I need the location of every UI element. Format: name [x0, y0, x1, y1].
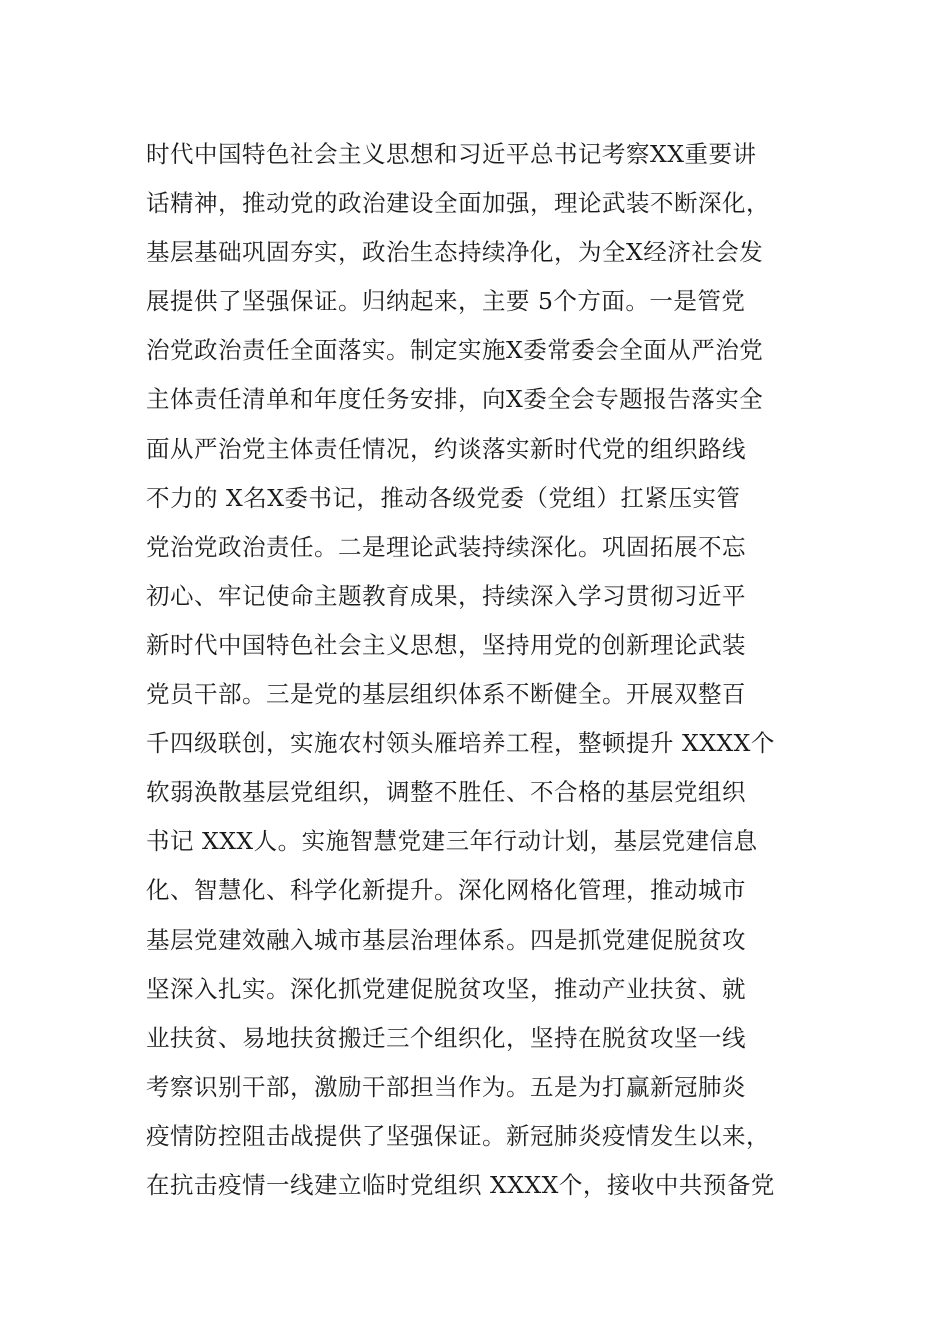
text-line: 面从严治党主体责任情况，约谈落实新时代党的组织路线 [146, 434, 746, 463]
body-text [146, 130, 816, 1210]
text-line: 展提供了坚强保证。归纳起来，主要 5个方面。一是管党 [146, 287, 746, 316]
text-line: 业扶贫、易地扶贫搬迁三个组织化，坚持在脱贫攻坚一线 [146, 1023, 746, 1052]
text-line: 党治党政治责任。二是理论武装持续深化。巩固拓展不忘 [146, 532, 746, 561]
text-line: 化、智慧化、科学化新提升。深化网格化管理，推动城市 [146, 876, 746, 905]
text-line: 在抗击疫情一线建立临时党组织 XXXX个，接收中共预备党 [146, 1170, 775, 1199]
text-line: 坚深入扎实。深化抓党建促脱贫攻坚，推动产业扶贫、就 [146, 974, 746, 1003]
text-line: 治党政治责任全面落实。制定实施X委常委会全面从严治党 [146, 336, 764, 365]
text-line: 初心、牢记使命主题教育成果，持续深入学习贯彻习近平 [146, 581, 746, 610]
text-line: 基层党建效融入城市基层治理体系。四是抓党建促脱贫攻 [146, 925, 746, 954]
text-line: 党员干部。三是党的基层组织体系不断健全。开展双整百 [146, 680, 746, 709]
text-line: 考察识别干部，激励干部担当作为。五是为打赢新冠肺炎 [146, 1072, 746, 1101]
text-line: 疫情防控阻击战提供了坚强保证。新冠肺炎疫情发生以来， [146, 1121, 770, 1150]
text-line: 主体责任清单和年度任务安排，向X委全会专题报告落实全 [146, 385, 764, 414]
text-line: 不力的 X名X委书记，推动各级党委（党组）扛紧压实管 [146, 483, 741, 512]
text-line: 时代中国特色社会主义思想和习近平总书记考察XX重要讲 [146, 140, 757, 168]
text-line: 基层基础巩固夯实，政治生态持续净化，为全X经济社会发 [146, 238, 764, 267]
text-line: 新时代中国特色社会主义思想，坚持用党的创新理论武装 [146, 630, 746, 659]
text-line: 软弱涣散基层党组织，调整不胜任、不合格的基层党组织 [146, 778, 746, 807]
text-line: 话精神，推动党的政治建设全面加强，理论武装不断深化， [146, 189, 770, 218]
text-line: 书记 XXX人。实施智慧党建三年行动计划，基层党建信息 [146, 827, 758, 856]
text-line: 千四级联创，实施农村领头雁培养工程，整顿提升 XXXX个 [146, 729, 775, 758]
